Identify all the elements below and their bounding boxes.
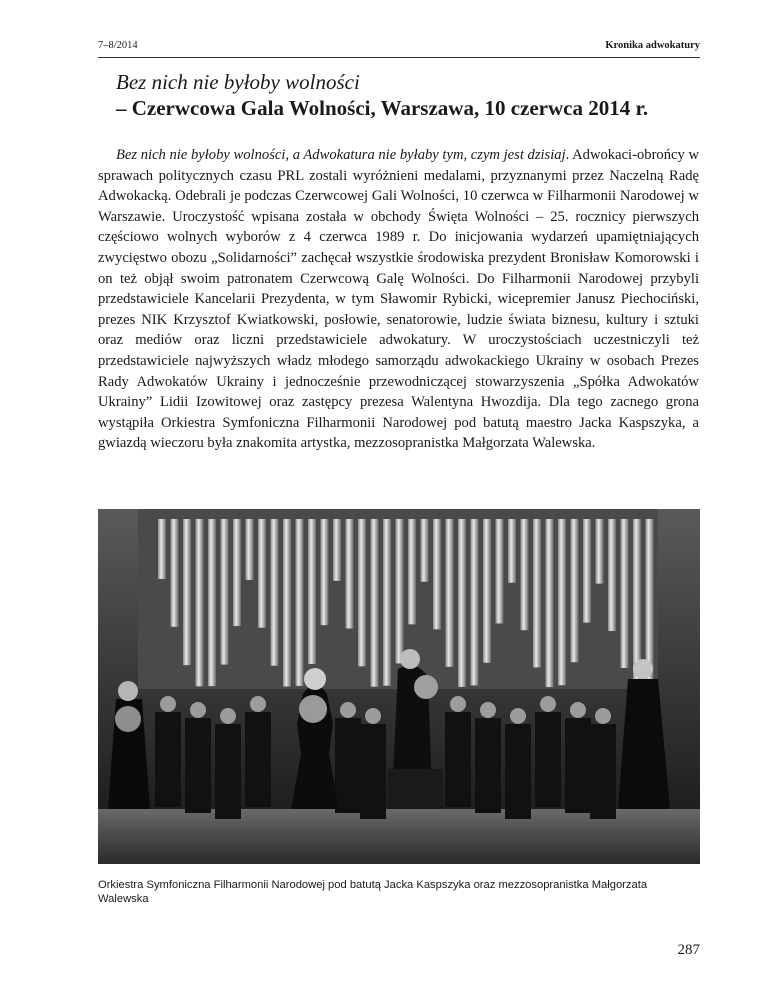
organ-pipe	[483, 519, 491, 663]
organ-pipe	[446, 519, 454, 667]
organ-pipe	[258, 519, 266, 628]
body-paragraph: . Adwokaci-obrońcy w sprawach politycznych czasu PRL zostali wyróżnieni medalami, przyznanymi przez Naczelną Radę Adwokacką. Odebrali je podczas Czerwcowej Gali Wolności, 10 czerwca w Filharmonii Narodowej w Warszawie. Uroczystość wpisana została w obchody Święta Wolności – 25. rocznicy pierwszych częściowo wolnych wyborów z 4 czerwca 1989 r. Do inicjowania wydarzeń upamiętniających zwycięstwo obozu „Solidarności” zachęcał wszystkie środowiska prezydent Bronisław Komorowski i on też objął swoim patronatem Czerwcową Galę Wolności. Do Filharmonii Narodowej przybyli przedstawiciele Kancelarii Prezydenta, w tym Sławomir Rybicki, wicepremier Janusz Piechociński, prezes NIK Krzysztof Kwiatkowski, posłowie, senatorowie, ludzie świata biznesu, kultury i sztuki oraz mediów oraz liczni przedstawiciele adwokatury. W uroczystościach uczestniczyli też przedstawiciele najwyższych władz młodego samorządu adwokackiego Ukrainy w osobach Prezes Rady Adwokatów Ukrainy i jednocześnie przewodniczącej stowarzyszenia „Spółka Adwokatów Ukrainy” Lidii Izowitowej oraz zastępcy prezesa Walentyna Hwozdija. Dla tego zacnego grona wystąpiła Orkiestra Symfoniczna Filharmonii Narodowej pod batutą maestro Jacka Kaspszyka, a gwiazdą wieczoru była znakomita artystka, mezzosopranistka Małgorzata Walewska.	[98, 147, 699, 452]
header-rule	[98, 57, 700, 58]
musician-body	[155, 712, 181, 807]
concert-photo-illustration	[98, 509, 700, 864]
organ-pipe	[546, 519, 554, 687]
organ-pipe	[308, 519, 316, 664]
musician-head	[480, 702, 496, 718]
musician-head	[570, 702, 586, 718]
organ-pipe	[596, 519, 604, 584]
title-subtitle: – Czerwcowa Gala Wolności, Warszawa, 10 czerwca 2014 r.	[116, 96, 649, 120]
organ-pipe	[421, 519, 429, 582]
lead-quote: Bez nich nie byłoby wolności, a Adwokatura nie byłaby tym, czym jest dzisiaj	[116, 147, 566, 163]
organ-pipe	[158, 519, 166, 579]
organ-pipe	[221, 519, 229, 665]
journal-issue: 7–8/2014	[98, 40, 138, 51]
organ-pipe	[183, 519, 191, 665]
organ-pipe	[346, 519, 354, 629]
musician-body	[185, 718, 211, 813]
section-name: Kronika adwokatury	[605, 40, 700, 51]
organ-pipe	[533, 519, 541, 667]
organ-pipe	[333, 519, 341, 581]
musician-body	[475, 718, 501, 813]
title-main: Bez nich nie byłoby wolności	[116, 70, 360, 94]
organ-pipe	[583, 519, 591, 623]
organ-pipe	[196, 519, 204, 686]
organ-pipe	[458, 519, 466, 687]
organ-pipe	[508, 519, 516, 583]
organ-pipe	[608, 519, 616, 631]
organ-pipe	[208, 519, 216, 686]
photo-caption: Orkiestra Symfoniczna Filharmonii Narodowej pod batutą Jacka Kaspszyka oraz mezzosopranistka Małgorzata Walewska	[98, 879, 648, 905]
musician-body	[335, 718, 361, 813]
organ-pipe	[621, 519, 629, 668]
musician-body	[245, 712, 271, 807]
musician-head	[365, 708, 381, 724]
musician-body	[360, 724, 386, 819]
organ-pipe	[396, 519, 404, 663]
musician-body	[445, 712, 471, 807]
organ-pipe	[358, 519, 366, 666]
organ-pipe	[246, 519, 254, 580]
organ-pipe	[433, 519, 441, 629]
musician-body	[590, 724, 616, 819]
organ-pipe	[271, 519, 279, 666]
organ-pipe	[296, 519, 304, 686]
organ-pipe	[408, 519, 416, 624]
musician-head	[510, 708, 526, 724]
organ-pipe	[383, 519, 391, 686]
running-head	[98, 40, 700, 56]
musician-body	[215, 724, 241, 819]
organ-pipe	[521, 519, 529, 630]
musician-body	[535, 712, 561, 807]
musician-head	[595, 708, 611, 724]
organ-pipe	[496, 519, 504, 623]
article-body	[98, 145, 699, 454]
organ-pipe	[283, 519, 291, 687]
musician-body	[505, 724, 531, 819]
organ-pipe	[171, 519, 179, 627]
organ-pipe	[371, 519, 379, 687]
page-number: 287	[677, 942, 700, 958]
musician-head	[190, 702, 206, 718]
musician-head	[450, 696, 466, 712]
organ-pipe	[471, 519, 479, 685]
musician-head	[250, 696, 266, 712]
musician-head	[540, 696, 556, 712]
musician-head	[220, 708, 236, 724]
article-title	[116, 69, 706, 121]
organ-pipe	[233, 519, 241, 626]
organ-pipe	[558, 519, 566, 685]
musician-head	[340, 702, 356, 718]
musician-head	[160, 696, 176, 712]
musician-body	[565, 718, 591, 813]
organ-pipe	[571, 519, 579, 662]
organ-pipe	[321, 519, 329, 625]
concert-photo	[98, 509, 700, 864]
